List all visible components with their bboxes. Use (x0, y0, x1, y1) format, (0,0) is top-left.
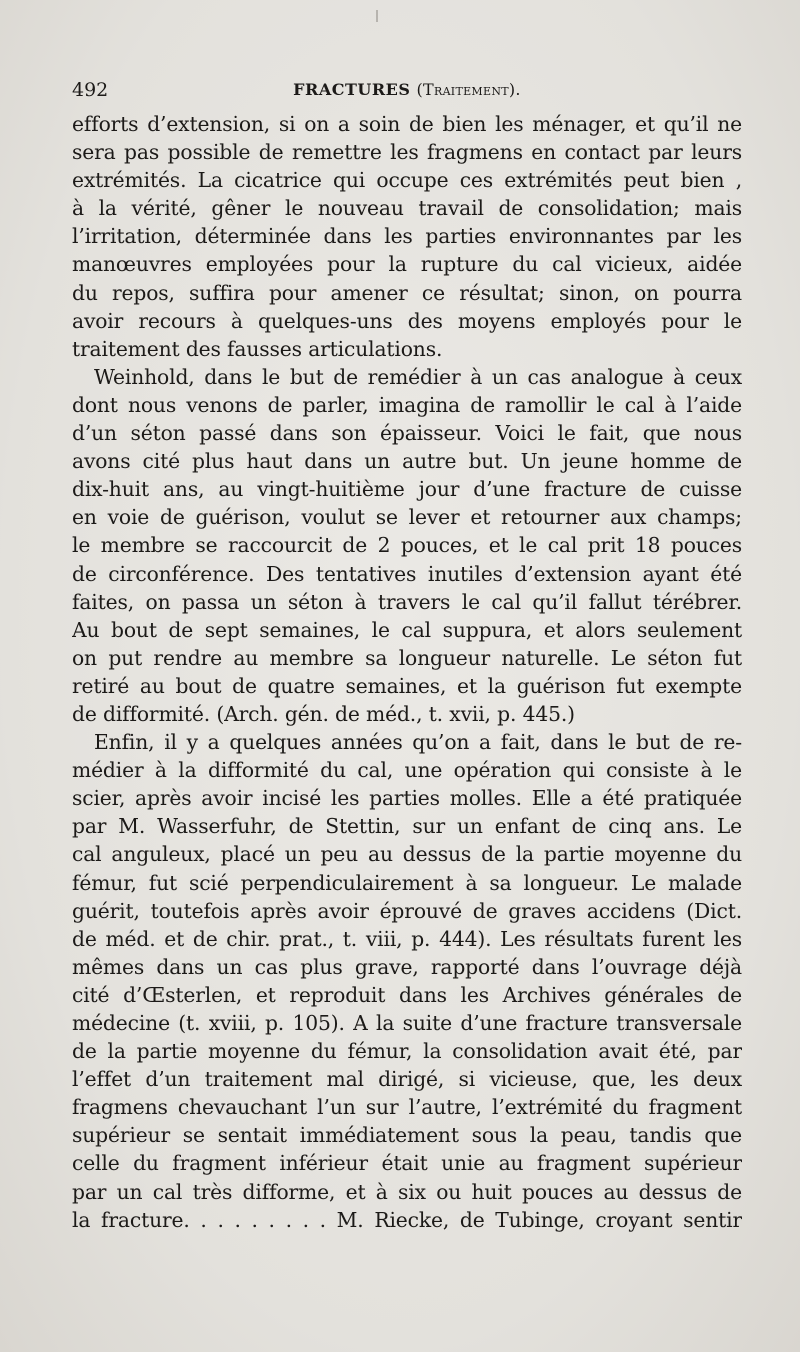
text-line: manœuvres employées pour la rupture du cal vicieux, aidée (72, 252, 742, 277)
text-line: fémur, fut scié perpendiculairement à sa longueur. Le malade (72, 870, 742, 895)
text-line: cité d’Œsterlen, et reproduit dans les Archives générales de (72, 982, 742, 1007)
text-line: dix-huit ans, au vingt-huitième jour d’une fracture de cuisse (72, 477, 742, 502)
text-line: de la partie moyenne du fémur, la consolidation avait été, par (72, 1039, 742, 1064)
text-line: retiré au bout de quatre semaines, et la guérison fut exempte (72, 673, 742, 698)
text-line: guérit, toutefois après avoir éprouvé de graves accidens (Dict. (72, 898, 742, 923)
text-line: mêmes dans un cas plus grave, rapporté dans l’ouvrage déjà (72, 954, 742, 979)
text-line: à la vérité, gêner le nouveau travail de consolidation; mais (72, 196, 742, 221)
text-line: avoir recours à quelques-uns des moyens employés pour le (72, 308, 742, 333)
running-title-main: FRACTURES (293, 80, 411, 99)
paragraph (72, 363, 742, 728)
text-line: traitement des fausses articulations. (72, 336, 443, 361)
text-line: par M. Wasserfuhr, de Stettin, sur un enfant de cinq ans. Le (72, 814, 742, 839)
text-line: celle du fragment inférieur était unie au fragment supérieur (72, 1151, 742, 1176)
text-line: extrémités. La cicatrice qui occupe ces extrémités peut bien , (72, 168, 742, 193)
text-line: d’un séton passé dans son épaisseur. Voici le fait, que nous (72, 421, 742, 446)
text-line: dont nous venons de parler, imagina de ramollir le cal à l’aide (72, 392, 742, 417)
text-line: Weinhold, dans le but de remédier à un cas analogue à ceux (94, 364, 742, 389)
text-line: avons cité plus haut dans un autre but. Un jeune homme de (72, 449, 742, 474)
text-line: fragmens chevauchant l’un sur l’autre, l’extrémité du fragment (72, 1095, 742, 1120)
text-line: cal anguleux, placé un peu au dessus de la partie moyenne du (72, 842, 742, 867)
text-line: faites, on passa un séton à travers le cal qu’il fallut térébrer. (72, 589, 742, 614)
text-line: le membre se raccourcit de 2 pouces, et le cal prit 18 pouces (72, 533, 742, 558)
text-line: médier à la difformité du cal, une opération qui consiste à le (72, 758, 742, 783)
page-number: 492 (72, 79, 109, 101)
text-line: de méd. et de chir. prat., t. viii, p. 444). Les résultats furent les (72, 926, 742, 951)
text-line: Enfin, il y a quelques années qu’on a fait, dans le but de re- (94, 730, 742, 755)
text-line: l’irritation, déterminée dans les parties environnantes par les (72, 224, 742, 249)
text-line: de circonférence. Des tentatives inutiles d’extension ayant été (72, 561, 742, 586)
text-line: supérieur se sentait immédiatement sous la peau, tandis que (72, 1123, 742, 1148)
text-line: scier, après avoir incisé les parties molles. Elle a été pratiquée (72, 786, 742, 811)
text-line: par un cal très difforme, et à six ou huit pouces au dessus de (72, 1179, 742, 1204)
text-line: la fracture. . . . . . . . . M. Riecke, de Tubinge, croyant sentir (72, 1207, 742, 1232)
text-line: Au bout de sept semaines, le cal suppura, et alors seulement (72, 617, 742, 642)
text-line: en voie de guérison, voulut se lever et retourner aux champs; (72, 505, 742, 530)
scan-mark (376, 10, 378, 22)
text-line: sera pas possible de remettre les fragmens en contact par leurs (72, 140, 742, 165)
text-line: médecine (t. xviii, p. 105). A la suite d’une fracture transversale (72, 1011, 742, 1035)
text-line: l’effet d’un traitement mal dirigé, si vicieuse, que, les deux (72, 1067, 742, 1092)
text-line: de difformité. (Arch. gén. de méd., t. xvii, p. 445.) (72, 701, 575, 726)
running-title (72, 70, 742, 110)
body-text (72, 110, 742, 1234)
paragraph (72, 110, 742, 363)
paragraph (72, 728, 742, 1234)
running-title-sub: (Traitement). (416, 80, 521, 99)
running-head (72, 70, 742, 110)
text-line: on put rendre au membre sa longueur naturelle. Le séton fut (72, 645, 742, 670)
text-line: efforts d’extension, si on a soin de bien les ménager, et qu’il ne (72, 112, 742, 136)
text-line: du repos, suffira pour amener ce résultat; sinon, on pourra (72, 280, 742, 305)
